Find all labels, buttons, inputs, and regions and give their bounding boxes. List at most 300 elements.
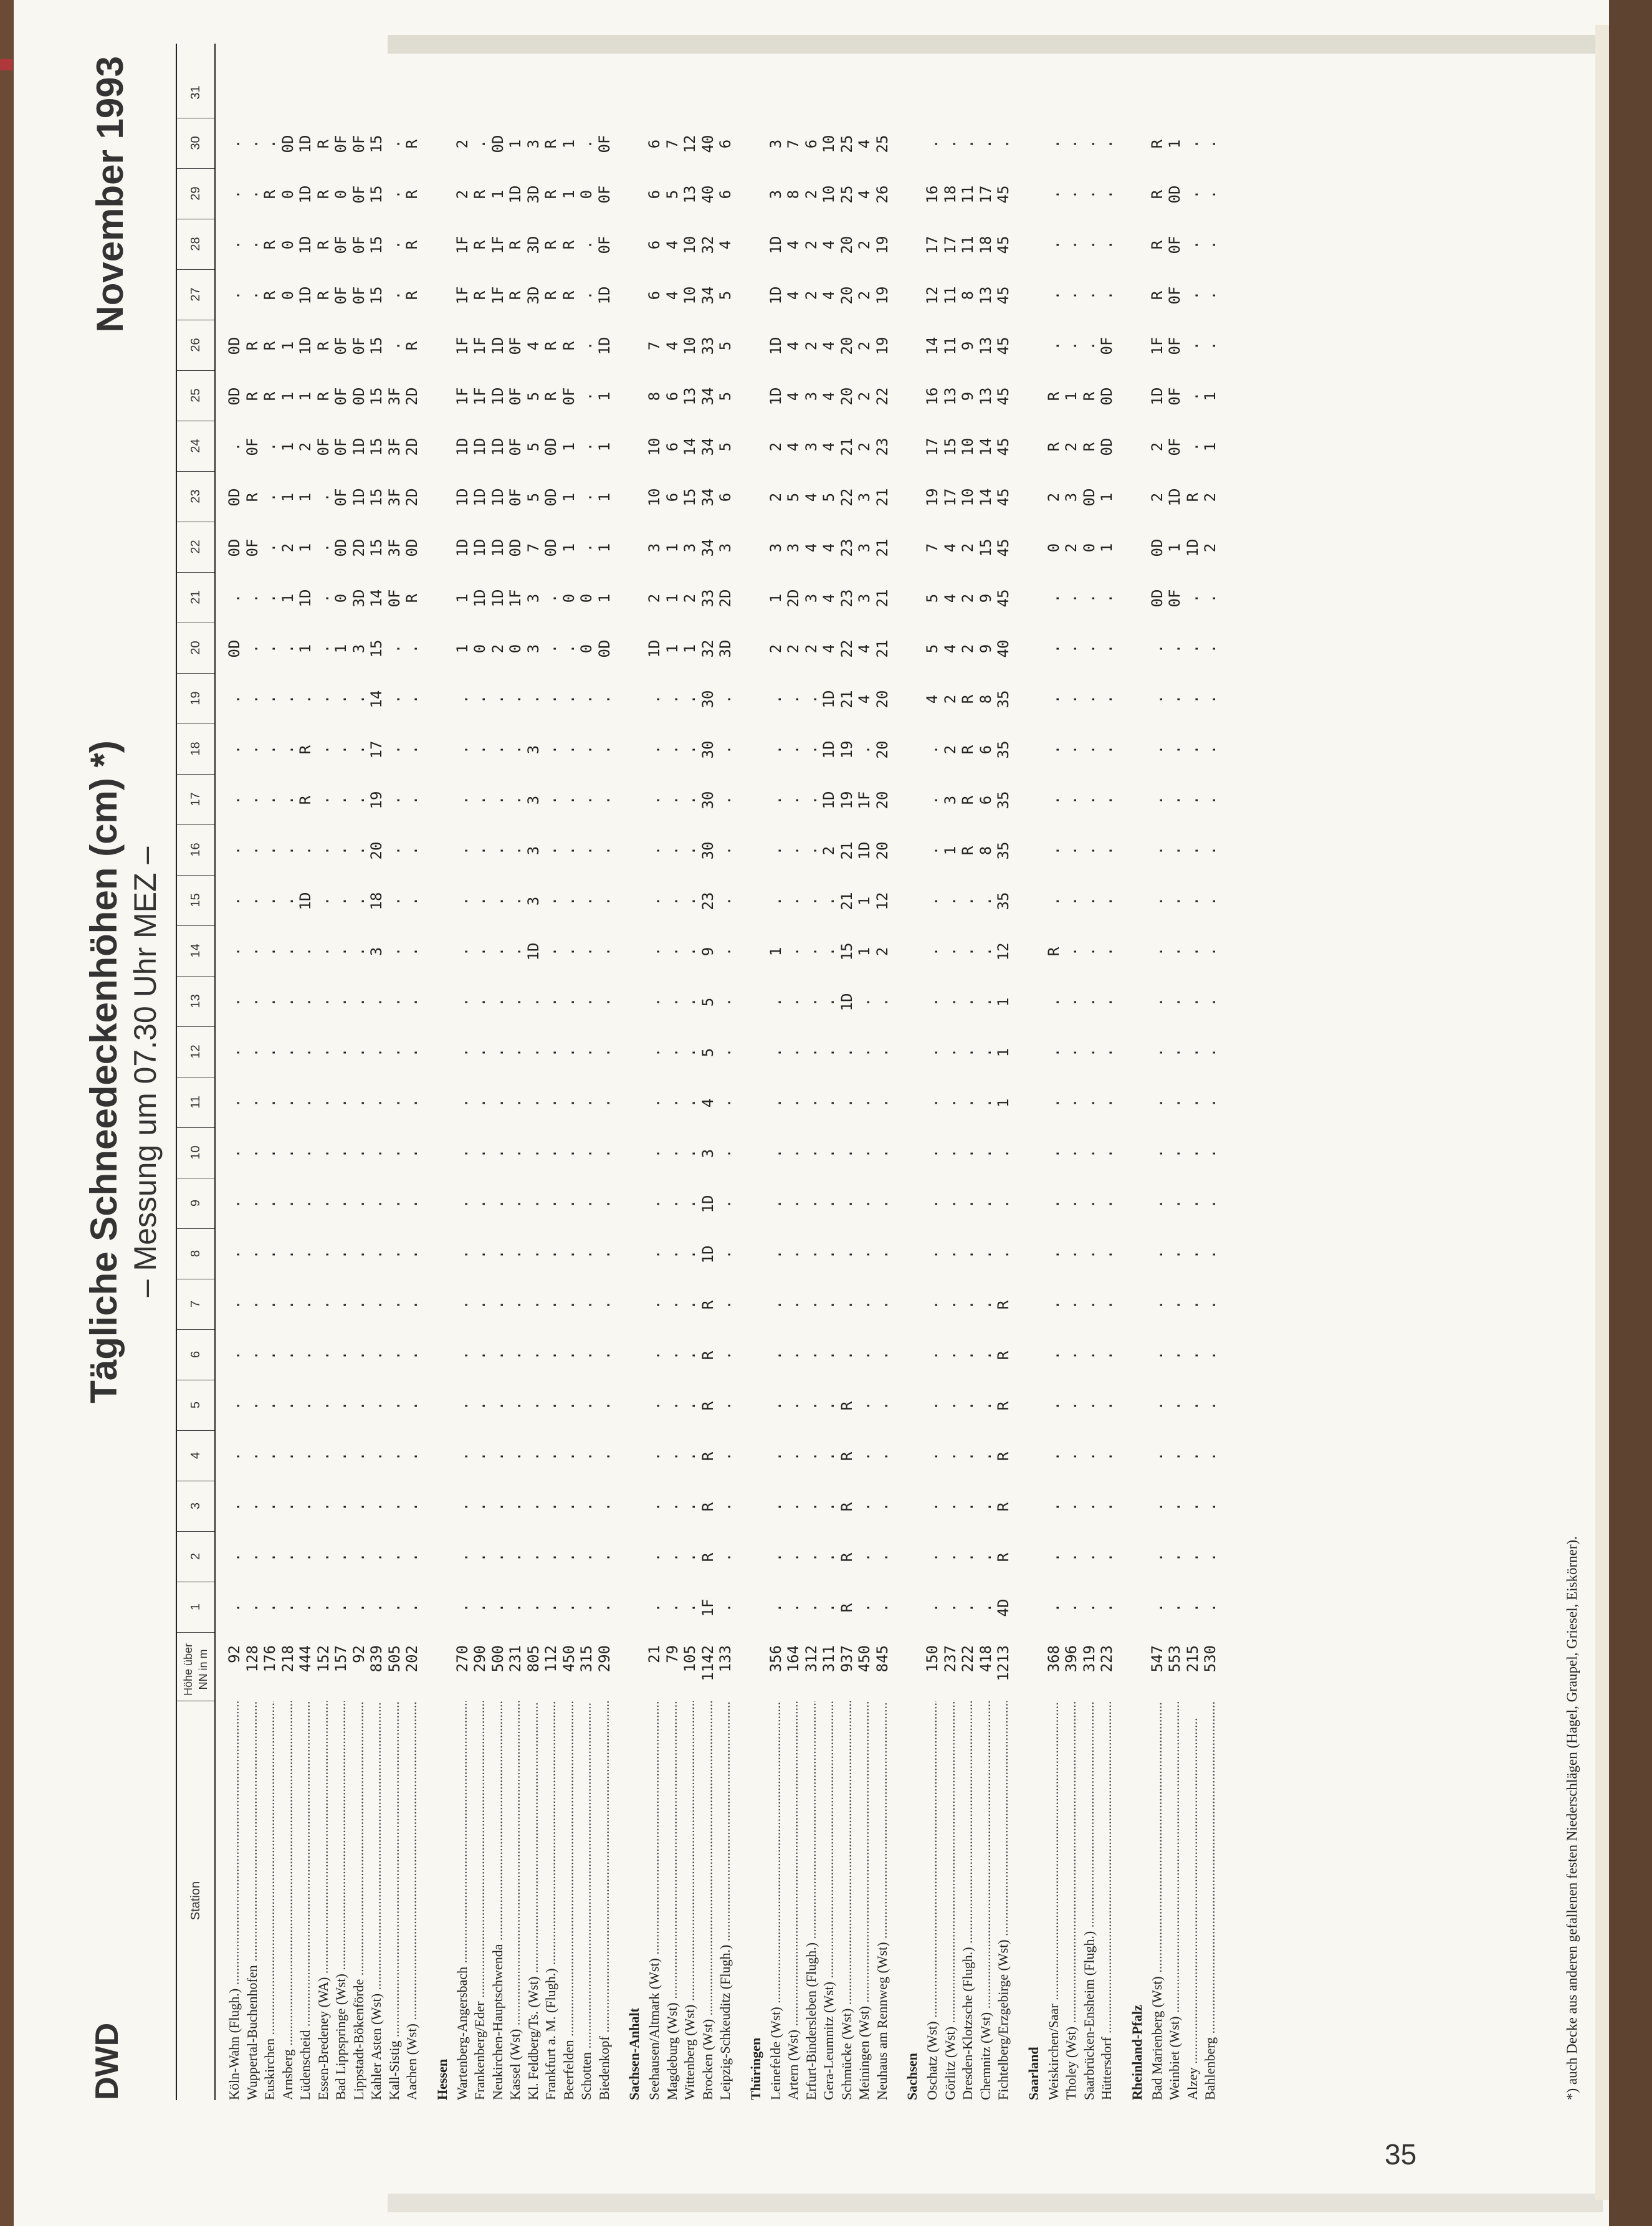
day-value: . [941, 997, 959, 1007]
group-title: Sachsen-Anhalt [626, 2008, 642, 2100]
day-value: 1D [350, 488, 368, 507]
day-value: . [995, 1249, 1012, 1259]
day-value: . [542, 1451, 560, 1461]
day-value: . [1183, 1350, 1201, 1360]
day-value: . [1166, 745, 1183, 755]
day-value: . [1183, 1149, 1201, 1158]
day-value: R [542, 240, 560, 250]
day-value: . [646, 1149, 663, 1158]
table-row [1098, 44, 1116, 2100]
day-value: . [403, 745, 421, 755]
day-value: . [1201, 846, 1219, 856]
day-value: 4 [802, 543, 820, 553]
day-value: 1D [646, 639, 663, 658]
day-value: 0F [595, 185, 613, 204]
station-elevation: 845 [873, 1645, 891, 1673]
day-value: . [332, 1098, 350, 1108]
page-header [83, 44, 169, 2100]
day-value: . [873, 1098, 891, 1108]
day-value: . [542, 795, 560, 805]
day-value: . [717, 745, 734, 755]
day-value: . [560, 1502, 578, 1512]
day-value: . [350, 745, 368, 755]
day-value: 21 [838, 437, 856, 456]
day-value: . [924, 1300, 941, 1310]
day-value: . [297, 1098, 314, 1108]
day-value: . [1098, 694, 1115, 704]
table-row [489, 44, 507, 2100]
day-value: 1D [856, 841, 873, 860]
day-value: . [297, 1603, 314, 1613]
day-value: . [1062, 795, 1080, 805]
day-value: . [1080, 1350, 1098, 1360]
day-value: . [368, 997, 385, 1007]
day-value: . [681, 1149, 699, 1158]
day-value: . [663, 1502, 681, 1512]
day-value: . [243, 139, 261, 149]
day-value: . [941, 947, 959, 957]
column-header-day: 11 [177, 1077, 214, 1128]
day-value: R [1044, 391, 1062, 401]
day-value: . [471, 1048, 489, 1058]
day-value: . [941, 139, 959, 149]
day-value: . [314, 795, 332, 805]
day-value: . [1183, 1199, 1201, 1209]
day-value: 34 [699, 387, 717, 406]
day-value: . [681, 997, 699, 1007]
day-value: . [350, 694, 368, 704]
column-header-day: 20 [177, 623, 214, 674]
day-value: . [332, 997, 350, 1007]
day-value: . [1080, 1300, 1098, 1310]
day-value: 15 [681, 488, 699, 507]
day-value: . [1166, 1603, 1183, 1613]
day-value: . [976, 997, 995, 1007]
day-value: . [595, 745, 613, 755]
day-value: . [560, 896, 578, 906]
day-value: . [578, 947, 595, 957]
day-value: 33 [699, 337, 717, 355]
day-value: 4 [820, 442, 838, 452]
day-value: . [243, 1603, 261, 1613]
day-value: . [1148, 1249, 1166, 1259]
day-value: . [1062, 290, 1080, 300]
day-value: . [314, 1300, 332, 1310]
day-value: 4 [663, 240, 681, 250]
day-value: . [1062, 846, 1080, 856]
day-value: 0F [1166, 387, 1183, 406]
day-value: R [507, 290, 524, 300]
day-value: 1D [699, 1245, 717, 1264]
day-value: 0D [226, 337, 243, 355]
day-value: . [1201, 896, 1219, 906]
day-value: R [261, 341, 279, 351]
day-value: . [1080, 1552, 1098, 1562]
day-value: . [524, 1552, 542, 1562]
day-value: . [243, 1199, 261, 1209]
day-value: 14 [681, 437, 699, 456]
day-value: 1F [471, 337, 489, 355]
day-value: 1F [699, 1598, 717, 1617]
day-value: 1 [279, 391, 297, 401]
day-value: . [1062, 1199, 1080, 1209]
day-value: . [959, 1350, 976, 1360]
day-value: R [1148, 290, 1166, 300]
day-value: . [489, 1502, 507, 1512]
day-value: . [332, 846, 350, 856]
day-value: 3 [350, 644, 368, 654]
day-value: 0F [1166, 286, 1183, 305]
day-value: . [350, 1350, 368, 1360]
day-value: 4 [699, 1098, 717, 1108]
day-value: 17 [976, 185, 995, 204]
day-value: 14 [368, 589, 385, 608]
day-value: 45 [995, 337, 1012, 355]
day-value: . [332, 1300, 350, 1310]
day-value: 45 [995, 387, 1012, 406]
day-value: . [297, 1401, 314, 1411]
day-value: 20 [838, 236, 856, 254]
day-value: R [471, 240, 489, 250]
day-value: 0F [350, 236, 368, 254]
day-value: . [646, 1350, 663, 1360]
day-value: 0F [350, 286, 368, 305]
day-value: . [471, 795, 489, 805]
day-value: . [1044, 189, 1062, 199]
table-row [664, 44, 682, 2100]
day-value: 1D [453, 488, 471, 507]
day-value: . [1166, 997, 1183, 1007]
day-value: . [226, 1401, 243, 1411]
day-value: . [1166, 1451, 1183, 1461]
day-value: . [560, 1603, 578, 1613]
day-value: 1 [1201, 391, 1219, 401]
day-value: . [1201, 694, 1219, 704]
table-row [646, 44, 664, 2100]
day-value: . [959, 896, 976, 906]
day-value: . [314, 492, 332, 502]
day-value: 2 [453, 139, 471, 149]
day-value: . [489, 1149, 507, 1158]
day-value: R [314, 189, 332, 199]
station-elevation: 128 [243, 1645, 261, 1673]
day-value: R [542, 391, 560, 401]
day-value: 4 [856, 189, 873, 199]
day-value: . [261, 1451, 279, 1461]
day-value: . [995, 1199, 1012, 1209]
day-value: 4 [856, 694, 873, 704]
day-value: . [453, 846, 471, 856]
station-elevation: 105 [681, 1645, 699, 1673]
day-value: 0F [243, 437, 261, 456]
day-value: . [802, 1552, 820, 1562]
station-elevation: 1142 [699, 1645, 717, 1681]
day-value: 0 [279, 240, 297, 250]
day-value: . [261, 1098, 279, 1108]
day-value: . [332, 947, 350, 957]
day-value: . [924, 997, 941, 1007]
day-value: . [297, 997, 314, 1007]
day-value: . [261, 947, 279, 957]
day-value: . [681, 1552, 699, 1562]
day-value: . [385, 1249, 403, 1259]
day-value: . [646, 1451, 663, 1461]
day-value: . [403, 947, 421, 957]
day-value: . [297, 694, 314, 704]
day-value: 17 [368, 740, 385, 759]
day-value: . [243, 947, 261, 957]
day-value: . [873, 1552, 891, 1562]
day-value: . [663, 1098, 681, 1108]
day-value: 1 [279, 593, 297, 603]
day-value: 10 [959, 437, 976, 456]
day-value: 2D [717, 589, 734, 608]
day-value: . [243, 795, 261, 805]
snow-depth-table [176, 44, 1220, 2100]
day-value: . [1098, 745, 1115, 755]
day-value: . [279, 795, 297, 805]
day-value: . [243, 1401, 261, 1411]
column-header-day: 26 [177, 320, 214, 371]
day-value: . [226, 1149, 243, 1158]
group-title: Rheinland-Pfalz [1129, 2005, 1145, 2100]
station-name: Neukirchen-Hauptschwenda ..... [489, 1701, 507, 2100]
day-value: . [507, 1098, 524, 1108]
day-value: . [279, 1350, 297, 1360]
day-value: 13 [976, 337, 995, 355]
station-name: Schmücke (Wst) ..... [838, 1701, 856, 2100]
day-value: . [542, 1552, 560, 1562]
day-value: . [663, 745, 681, 755]
day-value: . [385, 139, 403, 149]
day-value: 17 [924, 236, 941, 254]
day-value: . [507, 1401, 524, 1411]
day-value: 4 [856, 139, 873, 149]
day-value: . [453, 745, 471, 755]
day-value: 23 [873, 437, 891, 456]
day-value: . [578, 1350, 595, 1360]
day-value: . [1166, 896, 1183, 906]
day-value: . [350, 1451, 368, 1461]
station-elevation: 231 [507, 1645, 524, 1673]
rotated-table-sheet [83, 44, 1584, 2100]
day-value: . [471, 1149, 489, 1158]
day-value: 17 [941, 236, 959, 254]
day-value: 11 [959, 185, 976, 204]
day-value: . [385, 1552, 403, 1562]
day-value: . [1183, 1401, 1201, 1411]
day-value: . [959, 1300, 976, 1310]
day-value: . [595, 1300, 613, 1310]
day-value: . [1166, 1199, 1183, 1209]
day-value: . [1062, 1603, 1080, 1613]
day-value: . [1062, 240, 1080, 250]
day-value: . [873, 1350, 891, 1360]
column-header-day: 13 [177, 976, 214, 1027]
day-value: . [350, 1300, 368, 1310]
day-value: . [542, 1502, 560, 1512]
day-value: 1F [1148, 337, 1166, 355]
day-value: R [959, 846, 976, 856]
station-elevation: 237 [941, 1645, 959, 1673]
day-value: 1D [471, 437, 489, 456]
day-value: . [350, 1249, 368, 1259]
day-value: . [279, 997, 297, 1007]
day-value: . [560, 846, 578, 856]
day-value: . [226, 1048, 243, 1058]
table-row [350, 44, 368, 2100]
day-value: 20 [368, 841, 385, 860]
day-value: 4 [820, 543, 838, 553]
day-value: . [542, 1350, 560, 1360]
day-value: . [838, 1098, 856, 1108]
station-elevation: 290 [471, 1645, 489, 1673]
day-value: 21 [838, 892, 856, 910]
day-value: . [261, 846, 279, 856]
day-value: 2 [1201, 492, 1219, 502]
day-value: 3 [368, 947, 385, 957]
day-value: 2 [802, 240, 820, 250]
day-value: . [595, 1149, 613, 1158]
day-value: 18 [976, 236, 995, 254]
day-value: . [1201, 290, 1219, 300]
day-value: . [681, 1401, 699, 1411]
day-value: . [226, 745, 243, 755]
table-row [596, 44, 614, 2100]
day-value: 1D [766, 387, 785, 406]
day-value: 3 [524, 896, 542, 906]
day-value: 1D [524, 942, 542, 961]
day-value: 3 [802, 593, 820, 603]
day-value: . [524, 1249, 542, 1259]
day-value: . [314, 997, 332, 1007]
day-value: 2 [489, 644, 507, 654]
day-value: 4 [785, 240, 802, 250]
day-value: . [314, 1149, 332, 1158]
day-value: . [243, 593, 261, 603]
page-fore-edge [1595, 25, 1609, 2200]
day-value: R [261, 290, 279, 300]
day-value: . [578, 1552, 595, 1562]
column-header-day: 10 [177, 1127, 214, 1178]
station-elevation: 356 [766, 1645, 785, 1673]
day-value: . [820, 1451, 838, 1461]
day-value: 1 [1201, 442, 1219, 452]
day-value: . [261, 442, 279, 452]
day-value: 1 [595, 593, 613, 603]
day-value: . [314, 1098, 332, 1108]
day-value: . [717, 1552, 734, 1562]
day-value: . [924, 1149, 941, 1158]
day-value: . [802, 997, 820, 1007]
day-value: . [646, 795, 663, 805]
day-value: . [820, 1048, 838, 1058]
day-value: . [578, 1401, 595, 1411]
day-value: . [243, 1502, 261, 1512]
day-value: 4 [820, 290, 838, 300]
day-value: 1 [560, 442, 578, 452]
day-value: . [785, 1451, 802, 1461]
day-value: . [1148, 1048, 1166, 1058]
day-value: . [766, 1350, 785, 1360]
day-value: 15 [368, 437, 385, 456]
day-value: . [681, 947, 699, 957]
day-value: . [368, 1401, 385, 1411]
day-value: . [1044, 644, 1062, 654]
day-value: 4 [820, 240, 838, 250]
day-value: . [766, 1249, 785, 1259]
day-value: . [332, 1199, 350, 1209]
day-value: . [261, 492, 279, 502]
day-value: . [332, 745, 350, 755]
day-value: . [297, 1552, 314, 1562]
day-value: . [507, 1502, 524, 1512]
day-value: . [350, 1603, 368, 1613]
day-value: 3D [717, 639, 734, 658]
day-value: . [332, 896, 350, 906]
station-name: Oschatz (Wst) ..... [924, 1701, 941, 2100]
day-value: 16 [924, 185, 941, 204]
column-header-day: 1 [177, 1582, 214, 1633]
day-value: . [489, 694, 507, 704]
day-value: . [279, 1451, 297, 1461]
day-value: . [766, 1048, 785, 1058]
day-value: . [350, 1048, 368, 1058]
day-value: . [560, 1199, 578, 1209]
day-value: 0D [350, 387, 368, 406]
day-value: 0F [350, 185, 368, 204]
day-value: . [403, 846, 421, 856]
day-value: 1F [507, 589, 524, 608]
day-value: . [332, 1552, 350, 1562]
day-value: 1F [471, 387, 489, 406]
day-value: 2D [403, 437, 421, 456]
day-value: . [1080, 240, 1098, 250]
table-row [226, 44, 244, 2100]
day-value: 1 [453, 644, 471, 654]
day-value: . [595, 1249, 613, 1259]
day-value: . [1062, 947, 1080, 957]
day-value: 2 [1201, 543, 1219, 553]
day-value: 2 [297, 442, 314, 452]
day-value: 6 [802, 139, 820, 149]
station-name: Gera-Leumnitz (Wst) ..... [820, 1701, 838, 2100]
day-value: . [1148, 1401, 1166, 1411]
day-value: 1D [595, 286, 613, 305]
day-value: . [856, 1249, 873, 1259]
day-value: . [385, 644, 403, 654]
column-header-day: 23 [177, 471, 214, 522]
day-value: 1D [471, 488, 489, 507]
day-value: 0F [595, 236, 613, 254]
station-name: Erfurt-Bindersleben (Flugh.) ..... [803, 1701, 820, 2100]
day-value: 4 [524, 341, 542, 351]
day-value: 25 [838, 135, 856, 153]
day-value: . [976, 1199, 995, 1209]
day-value: . [941, 1350, 959, 1360]
day-value: . [785, 1552, 802, 1562]
day-value: . [403, 1300, 421, 1310]
day-value: . [1166, 795, 1183, 805]
day-value: 22 [838, 639, 856, 658]
day-value: 4 [820, 341, 838, 351]
day-value: 3 [802, 442, 820, 452]
day-value: . [681, 896, 699, 906]
day-value: . [368, 1502, 385, 1512]
day-value: 4 [924, 694, 941, 704]
day-value: 2 [959, 644, 976, 654]
station-name: Leipzig-Schkeuditz (Flugh.) ..... [717, 1701, 734, 2100]
